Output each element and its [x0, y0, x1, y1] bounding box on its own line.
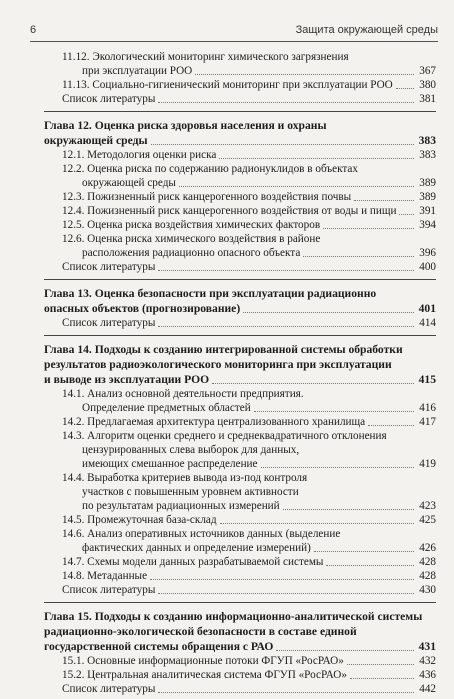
page-header: [0, 20, 454, 42]
toc-line: [44, 342, 436, 357]
dot-leader: [220, 523, 414, 524]
toc-page-number: 380: [419, 79, 436, 91]
dot-leader: [354, 200, 414, 201]
toc-page-number: 414: [419, 317, 436, 329]
dot-leader: [303, 256, 414, 257]
toc-line: [44, 64, 436, 78]
dot-leader: [212, 383, 414, 384]
toc-entry-title: 14.7. Схемы модели данных разрабатываемой системы: [62, 556, 324, 568]
section-divider: [44, 279, 436, 280]
toc-entry-title: 14.2. Предлагаемая архитектура централизованного хранилища: [62, 416, 366, 428]
toc-line: [44, 527, 436, 541]
toc-entry-title: Список литературы: [62, 584, 156, 596]
toc-entry-title: цензурированных слева выборок для данных,: [82, 444, 300, 456]
dot-leader: [396, 88, 414, 89]
toc-page-number: 383: [419, 149, 436, 161]
toc-line: [44, 443, 436, 457]
toc-entry-title: 12.5. Оценка риска воздействия химических факторов: [62, 219, 321, 231]
section-divider: [44, 111, 436, 112]
toc-section: [44, 555, 436, 569]
toc-entry-title: Глава 15. Подходы к созданию информационно-аналитической системы: [44, 610, 423, 623]
toc-references: [44, 583, 436, 597]
toc-line: [44, 639, 436, 654]
toc-entry-title: Список литературы: [62, 317, 156, 329]
toc-entry-title: 12.3. Пожизненный риск канцерогенного воздействия почвы: [62, 191, 352, 203]
page-number: 6: [30, 24, 37, 36]
toc-section: [44, 162, 436, 190]
toc-line: [44, 372, 436, 387]
toc-entry-title: 14.8. Метаданные: [62, 570, 148, 582]
dot-leader: [314, 551, 414, 552]
toc-line: [44, 316, 436, 330]
toc-line: [44, 50, 436, 64]
toc-line: [44, 682, 436, 696]
toc-entry-title: окружающей среды: [44, 134, 148, 147]
toc-line: [44, 204, 436, 218]
toc-entry-title: участков с повышенным уровнем активности: [82, 486, 299, 498]
toc-references: [44, 316, 436, 330]
toc-references: [44, 682, 436, 696]
toc-entry-title: 12.4. Пожизненный риск канцерогенного воздействия от воды и пищи: [62, 205, 397, 217]
toc-line: [44, 78, 436, 92]
dot-leader: [368, 425, 414, 426]
toc-line: [44, 286, 436, 301]
dot-leader: [158, 102, 414, 103]
toc-line: [44, 401, 436, 415]
toc-page-number: 442: [419, 683, 436, 695]
toc-entry-title: 14.5. Промежуточная база-склад: [62, 514, 217, 526]
toc-chapter: [44, 609, 436, 654]
toc-line: [44, 654, 436, 668]
dot-leader: [350, 678, 414, 679]
toc-page-number: 383: [418, 134, 436, 147]
toc-entry-title: результатов радиоэкологического мониторинга при эксплуатации: [44, 358, 392, 371]
toc-entry-title: при эксплуатации РОО: [82, 65, 193, 77]
toc-entry-title: опасных объектов (прогнозирование): [44, 302, 241, 315]
toc-page-number: 432: [419, 655, 436, 667]
dot-leader: [347, 664, 414, 665]
dot-leader: [158, 593, 414, 594]
toc-section: [44, 232, 436, 260]
dot-leader: [158, 270, 414, 271]
dot-leader: [276, 650, 414, 651]
running-title: Защита окружающей среды: [295, 24, 438, 36]
toc-line: [44, 387, 436, 401]
toc-line: [44, 190, 436, 204]
toc-page-number: 428: [419, 570, 436, 582]
toc-section: [44, 204, 436, 218]
toc-page-number: 389: [419, 191, 436, 203]
toc-section: [44, 569, 436, 583]
toc-entry-title: государственной системы обращения с РАО: [44, 640, 274, 653]
toc-entry-title: фактических данных и определение измерений): [82, 542, 311, 554]
toc-page-number: 416: [419, 402, 436, 414]
toc-page-number: 426: [419, 542, 436, 554]
dot-leader: [261, 467, 414, 468]
toc-page-number: 423: [419, 500, 436, 512]
toc-section: [44, 471, 436, 513]
toc-line: [44, 569, 436, 583]
toc-page-number: 401: [418, 302, 436, 315]
toc-chapter: [44, 342, 436, 387]
toc-page-number: 419: [419, 458, 436, 470]
toc-entry-title: Глава 14. Подходы к созданию интегрированной системы обработки: [44, 343, 403, 356]
toc-entry-title: Глава 13. Оценка безопасности при эксплуатации радиационно: [44, 287, 377, 300]
toc-line: [44, 583, 436, 597]
toc-entry-title: Список литературы: [62, 683, 156, 695]
toc-entry-title: 14.6. Анализ оперативных источников данных (выделение: [62, 528, 341, 540]
toc-line: [44, 499, 436, 513]
toc-line: [44, 485, 436, 499]
toc-line: [44, 176, 436, 190]
dot-leader: [151, 144, 415, 145]
toc-line: [44, 118, 436, 133]
toc-section: [44, 527, 436, 555]
toc-section: [44, 429, 436, 471]
dot-leader: [158, 692, 414, 693]
toc-page-number: 431: [418, 640, 436, 653]
toc-entry-title: 14.1. Анализ основной деятельности предприятия.: [62, 388, 304, 400]
toc-page-number: 394: [419, 219, 436, 231]
toc-page-number: 425: [419, 514, 436, 526]
toc-entry-title: 12.6. Оценка риска химического воздействия в районе: [62, 233, 321, 245]
dot-leader: [323, 228, 414, 229]
toc-section: [44, 415, 436, 429]
toc-line: [44, 260, 436, 274]
toc-page-number: 436: [419, 669, 436, 681]
dot-leader: [158, 326, 414, 327]
dot-leader: [243, 312, 414, 313]
toc-entry-title: 12.1. Методология оценки риска: [62, 149, 217, 161]
toc-entry-title: Список литературы: [62, 93, 156, 105]
toc-page-number: 415: [418, 373, 436, 386]
toc-section: [44, 50, 436, 78]
toc-references: [44, 92, 436, 106]
toc-section: [44, 387, 436, 415]
dot-leader: [399, 214, 414, 215]
toc-entry-title: Определение предметных областей: [82, 402, 251, 414]
header-rule: [30, 41, 438, 42]
toc-page-number: 428: [419, 556, 436, 568]
toc-entry-title: по результатам радиационных измерений: [82, 500, 280, 512]
toc-line: [44, 133, 436, 148]
toc-page-number: 430: [419, 584, 436, 596]
toc-page-number: 400: [419, 261, 436, 273]
toc-entry-title: 14.4. Выработка критериев вывода из-под контроля: [62, 472, 308, 484]
toc-entry-title: 15.1. Основные информационные потоки ФГУП «РосРАО»: [62, 655, 344, 667]
toc-entry-title: 12.2. Оценка риска по содержанию радионуклидов в объектах: [62, 163, 358, 175]
toc-chapter: [44, 118, 436, 148]
toc-section: [44, 148, 436, 162]
toc-section: [44, 654, 436, 668]
toc-page-number: 417: [419, 416, 436, 428]
toc-page-number: 389: [419, 177, 436, 189]
toc-line: [44, 609, 436, 624]
toc-section: [44, 190, 436, 204]
toc-entry-title: 14.3. Алгоритм оценки среднего и среднеквадратичного отклонения: [62, 430, 387, 442]
dot-leader: [195, 74, 414, 75]
toc-line: [44, 668, 436, 682]
toc-chapter: [44, 286, 436, 316]
toc-references: [44, 260, 436, 274]
toc-entry-title: 11.12. Экологический мониторинг химического загрязнения: [62, 51, 349, 63]
section-divider: [44, 335, 436, 336]
toc-line: [44, 513, 436, 527]
toc-line: [44, 471, 436, 485]
toc-section: [44, 668, 436, 682]
toc-line: [44, 429, 436, 443]
dot-leader: [283, 509, 414, 510]
table-of-contents: [44, 50, 436, 696]
toc-section: [44, 513, 436, 527]
toc-page-number: 396: [419, 247, 436, 259]
toc-page-number: 381: [419, 93, 436, 105]
toc-line: [44, 541, 436, 555]
toc-line: [44, 301, 436, 316]
dot-leader: [219, 158, 414, 159]
toc-entry-title: 15.2. Центральная аналитическая система ФГУП «РосРАО»: [62, 669, 347, 681]
toc-line: [44, 246, 436, 260]
section-divider: [44, 602, 436, 603]
toc-line: [44, 357, 436, 372]
toc-line: [44, 555, 436, 569]
toc-section: [44, 218, 436, 232]
toc-entry-title: и выводе из эксплуатации РОО: [44, 373, 210, 386]
toc-entry-title: радиационно-экологической безопасности в составе единой: [44, 625, 357, 638]
toc-line: [44, 148, 436, 162]
toc-entry-title: Глава 12. Оценка риска здоровья населения и охраны: [44, 119, 327, 132]
toc-entry-title: Список литературы: [62, 261, 156, 273]
toc-line: [44, 457, 436, 471]
toc-line: [44, 415, 436, 429]
toc-entry-title: 11.13. Социально-гигиенический мониторинг при эксплуатации РОО: [62, 79, 393, 91]
toc-entry-title: окружающей среды: [82, 177, 176, 189]
toc-line: [44, 92, 436, 106]
toc-page-number: 391: [419, 205, 436, 217]
dot-leader: [254, 411, 414, 412]
toc-page-number: 367: [419, 65, 436, 77]
toc-line: [44, 624, 436, 639]
toc-line: [44, 162, 436, 176]
toc-entry-title: имеющих смешанное распределение: [82, 458, 258, 470]
toc-line: [44, 218, 436, 232]
dot-leader: [179, 186, 414, 187]
dot-leader: [326, 565, 414, 566]
toc-line: [44, 232, 436, 246]
dot-leader: [150, 579, 414, 580]
toc-entry-title: расположения радиационно опасного объекта: [82, 247, 301, 259]
toc-section: [44, 78, 436, 92]
